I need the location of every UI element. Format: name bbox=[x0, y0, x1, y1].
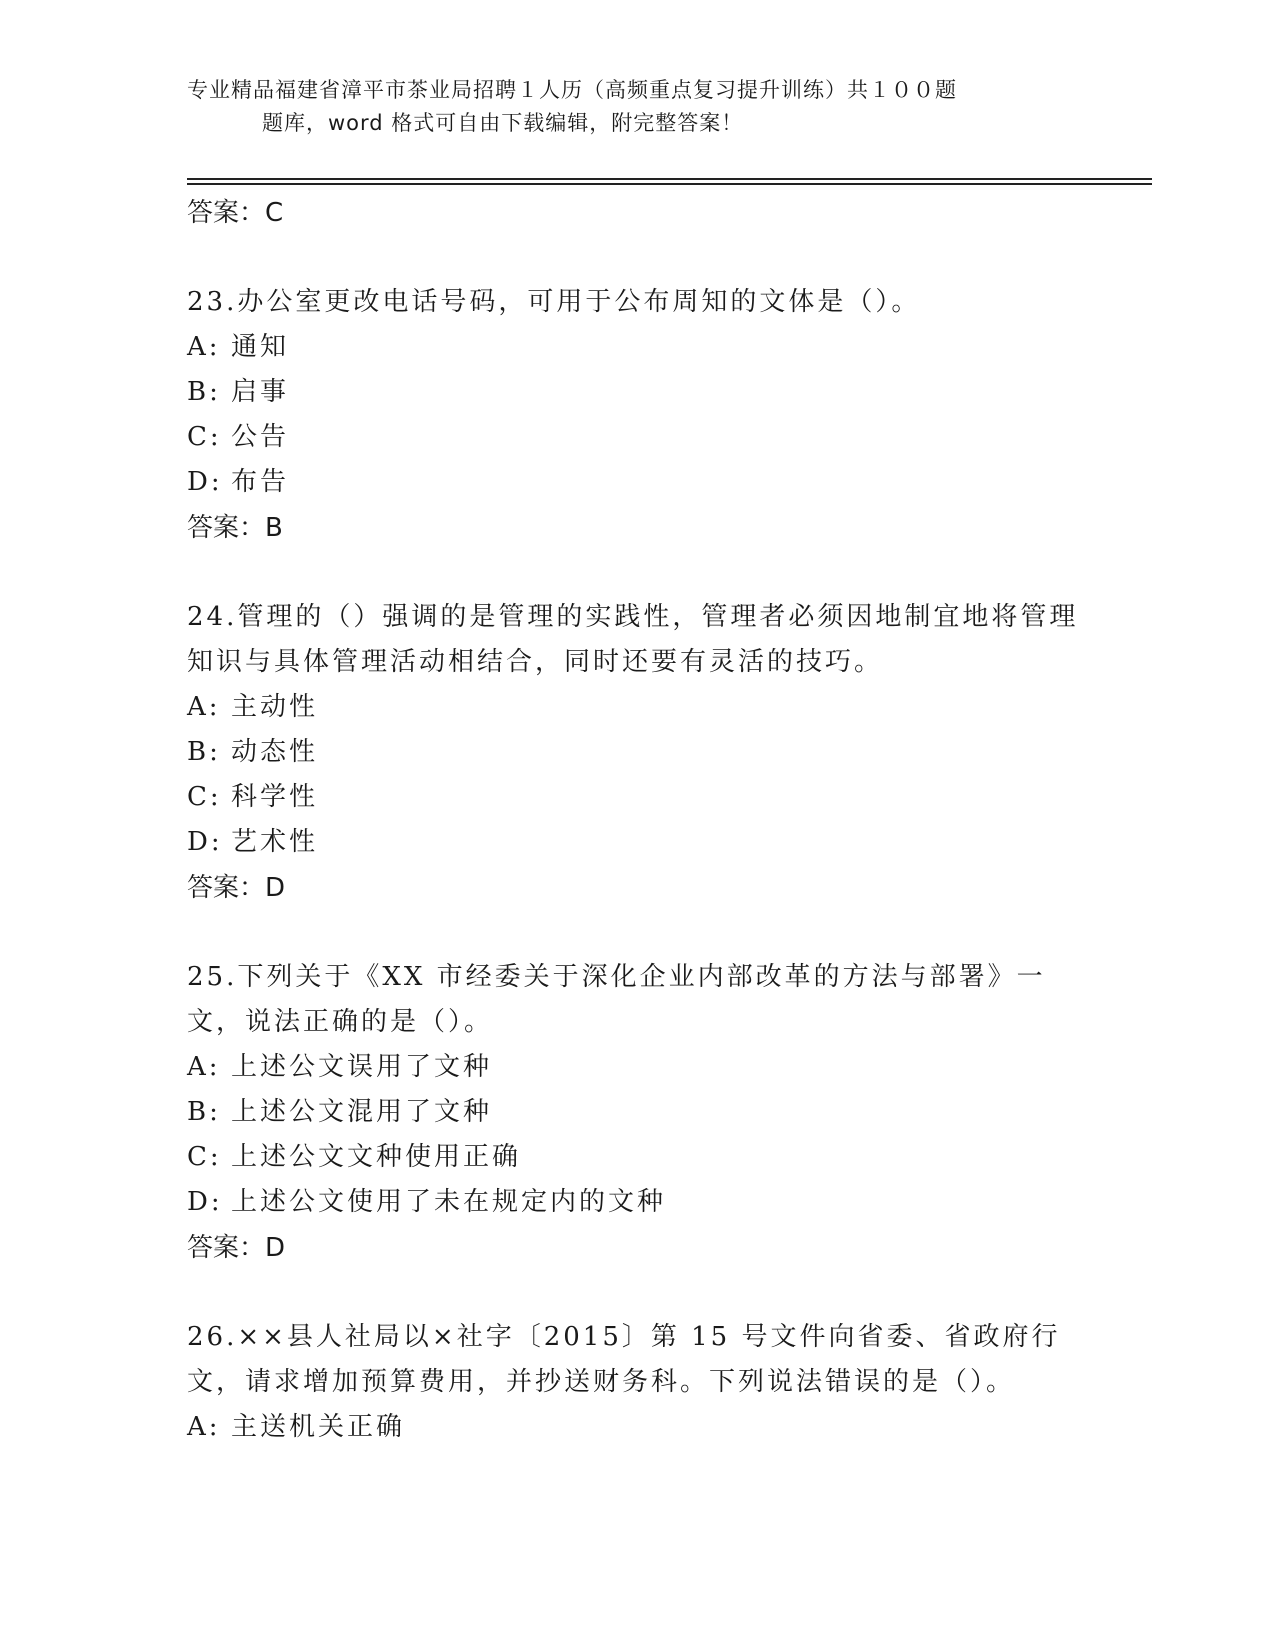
option-d bbox=[187, 820, 1087, 865]
question-25 bbox=[187, 955, 1087, 1271]
option-text: 上述公文文种使用正确 bbox=[231, 1142, 522, 1172]
option-label: D: bbox=[187, 1187, 223, 1217]
header-title-line2: 题库，word 格式可自由下载编辑，附完整答案！ bbox=[262, 111, 744, 135]
option-label: A: bbox=[187, 1412, 221, 1442]
question-text: 26.××县人社局以×社字〔2015〕第 15 号文件向省委、省政府行文，请求增加预算费用，并抄送财务科。下列说法错误的是（）。 bbox=[187, 1322, 1061, 1397]
option-a bbox=[187, 685, 1087, 730]
option-b bbox=[187, 730, 1087, 775]
option-text: 布告 bbox=[231, 467, 290, 497]
header-title-line1: 专业精品福建省漳平市茶业局招聘１人历（高频重点复习提升训练）共１００题 bbox=[187, 78, 957, 102]
option-c bbox=[187, 775, 1087, 820]
option-label: A: bbox=[187, 332, 221, 362]
option-label: A: bbox=[187, 692, 221, 722]
option-label: B: bbox=[187, 1097, 221, 1127]
option-label: D: bbox=[187, 827, 223, 857]
question-24 bbox=[187, 595, 1087, 911]
option-c bbox=[187, 1135, 1087, 1180]
option-label: B: bbox=[187, 737, 221, 767]
option-b bbox=[187, 370, 1087, 415]
option-a bbox=[187, 325, 1087, 370]
option-label: A: bbox=[187, 1052, 221, 1082]
option-d bbox=[187, 460, 1087, 505]
question-23 bbox=[187, 280, 1087, 551]
answer: 答案：D bbox=[187, 1233, 286, 1263]
option-text: 艺术性 bbox=[231, 827, 319, 857]
question-text: 24.管理的（）强调的是管理的实践性，管理者必须因地制宜地将管理知识与具体管理活动相结合，同时还要有灵活的技巧。 bbox=[187, 602, 1079, 677]
option-text: 动态性 bbox=[231, 737, 319, 767]
option-d bbox=[187, 1180, 1087, 1225]
option-text: 上述公文混用了文种 bbox=[231, 1097, 493, 1127]
option-label: B: bbox=[187, 377, 221, 407]
answer: 答案：D bbox=[187, 873, 286, 903]
header-divider-top bbox=[187, 178, 1152, 180]
option-label: C: bbox=[187, 782, 222, 812]
option-text: 上述公文误用了文种 bbox=[231, 1052, 493, 1082]
answer-previous-question: 答案：C bbox=[187, 198, 284, 228]
option-text: 主送机关正确 bbox=[231, 1412, 406, 1442]
option-text: 通知 bbox=[231, 332, 290, 362]
question-list bbox=[187, 190, 1087, 1450]
header-divider-bottom bbox=[187, 183, 1152, 185]
option-text: 科学性 bbox=[231, 782, 319, 812]
option-text: 主动性 bbox=[231, 692, 319, 722]
answer: 答案：B bbox=[187, 513, 283, 543]
question-26 bbox=[187, 1315, 1087, 1450]
question-text: 25.下列关于《XX 市经委关于深化企业内部改革的方法与部署》一文，说法正确的是（）。 bbox=[187, 962, 1046, 1037]
document-header bbox=[187, 74, 1087, 140]
question-text: 23.办公室更改电话号码，可用于公布周知的文体是（）。 bbox=[187, 287, 921, 317]
option-a bbox=[187, 1405, 1087, 1450]
option-a bbox=[187, 1045, 1087, 1090]
option-label: C: bbox=[187, 422, 222, 452]
option-text: 启事 bbox=[231, 377, 290, 407]
option-label: D: bbox=[187, 467, 223, 497]
option-text: 公告 bbox=[231, 422, 290, 452]
option-b bbox=[187, 1090, 1087, 1135]
option-text: 上述公文使用了未在规定内的文种 bbox=[231, 1187, 667, 1217]
option-label: C: bbox=[187, 1142, 222, 1172]
option-c bbox=[187, 415, 1087, 460]
